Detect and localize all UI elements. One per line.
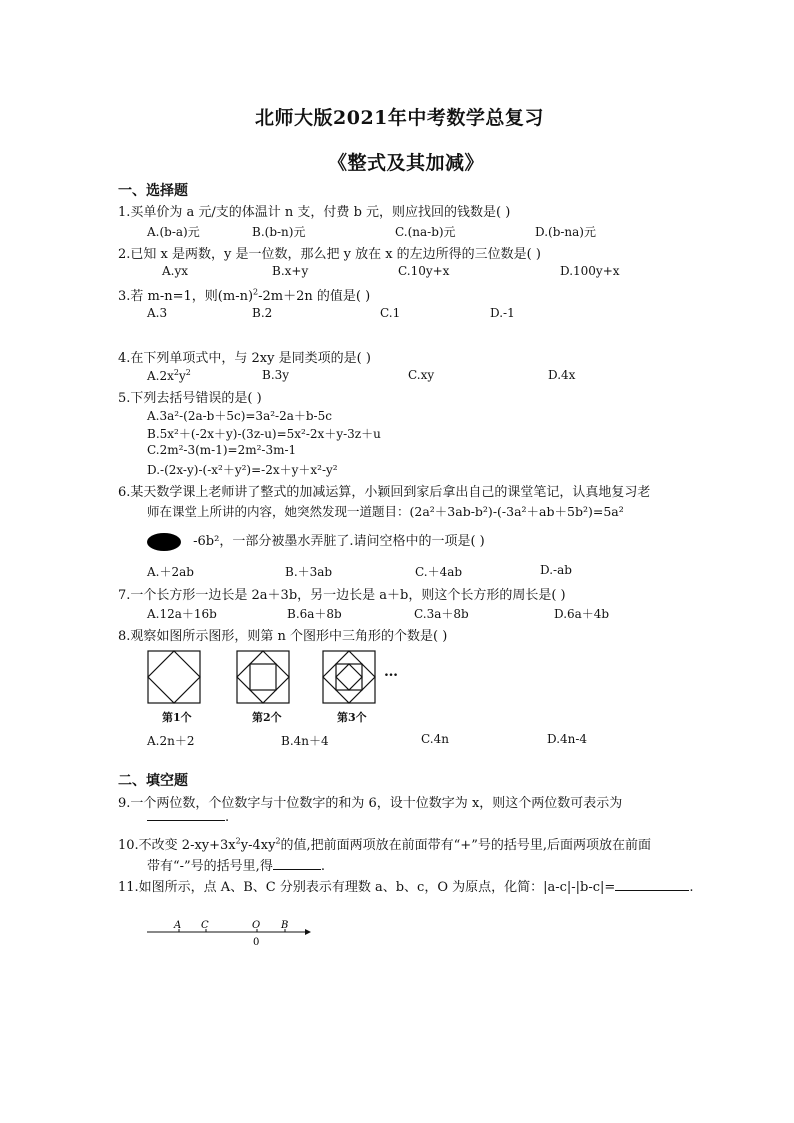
- q3-stem-part-b: -2m＋2n 的值是( ): [258, 289, 371, 304]
- q2-option-d: D.100y+x: [560, 264, 620, 278]
- q7-stem: 7.一个长方形一边长是 2a＋3b，另一边长是 a＋b，则这个长方形的周长是( ): [118, 588, 566, 603]
- point-a-label: A: [174, 920, 182, 931]
- q7-option-a: A.12a＋16b: [147, 607, 217, 621]
- q5-option-b: B.5x²＋(-2x＋y)-(3z-u)=5x²-2x＋y-3z＋u: [147, 427, 381, 441]
- zero-label: 0: [253, 937, 260, 948]
- q3-option-a: A.3: [147, 306, 168, 320]
- q5-option-d: D.-(2x-y)-(-x²＋y²)=-2x＋y＋x²-y²: [147, 463, 338, 477]
- page-title: 北师大版2021年中考数学总复习: [255, 107, 544, 129]
- q9-line1: 9.一个两位数，个位数字与十位数字的和为 6，设十位数字为 x，则这个两位数可表示为: [118, 796, 623, 811]
- q10-part-b: y-4xy: [240, 838, 276, 853]
- q11-text: 11.如图所示，点 A、B、C 分别表示有理数 a、b、c，O 为原点，化简：|a-c|-|b-c|=: [118, 880, 616, 895]
- q2-option-c: C.10y+x: [398, 264, 450, 278]
- q10-part-a: 10.不改变 2-xy+3x: [118, 838, 236, 853]
- q9-answer-line: [147, 808, 225, 821]
- q6-line3-text: -6b²，一部分被墨水弄脏了.请问空格中的一项是( ): [193, 534, 485, 549]
- q10-line1: [118, 834, 651, 853]
- q2-option-a: A.yx: [162, 264, 189, 278]
- q10-line2: 带有“-”号的括号里,得 .: [147, 859, 325, 874]
- q2-option-b: B.x+y: [272, 264, 309, 278]
- q10-exp-1: 2: [235, 836, 241, 846]
- q7-option-d: D.6a＋4b: [554, 607, 610, 621]
- q2-stem: 2.已知 x 是两数，y 是一位数，那么把 y 放在 x 的左边所得的三位数是( ): [118, 247, 541, 262]
- q3-stem-part-a: 3.若 m-n=1，则(m-n): [118, 289, 254, 304]
- figure-3: [323, 651, 375, 703]
- q1-option-a: A.(b-a)元: [147, 225, 200, 239]
- q4-option-c: C.xy: [408, 368, 435, 382]
- q8-ellipsis: …: [384, 664, 398, 680]
- q7-option-c: C.3a＋8b: [414, 607, 469, 621]
- q4-option-a-part1: A.2x: [147, 369, 174, 383]
- q6-line2: 师在课堂上所讲的内容，她突然发现一道题目：(2a²＋3ab-b²)-(-3a²＋ab＋5b²)=5a²: [147, 504, 624, 519]
- q8-option-c: C.4n: [421, 732, 449, 746]
- q5-stem: 5.下列去括号错误的是( ): [118, 391, 262, 406]
- q4-exp-1: 2: [173, 368, 179, 377]
- q1-stem: 1.买单价为 a 元/支的体温计 n 支，付费 b 元，则应找回的钱数是( ): [118, 205, 511, 220]
- q9-blank: .: [147, 808, 229, 825]
- section-choice: 一、选择题: [118, 183, 188, 199]
- q1-option-b: B.(b-n)元: [252, 225, 306, 239]
- section-fill: 二、填空题: [118, 773, 188, 789]
- q11-answer-line: [615, 878, 689, 891]
- q8-stem: 8.观察如图所示图形，则第 n 个图形中三角形的个数是( ): [118, 629, 448, 644]
- point-o-label: O: [252, 920, 261, 931]
- q4-option-d: D.4x: [548, 368, 576, 382]
- q6-option-b: B.＋3ab: [285, 565, 333, 579]
- q6-option-a: A.＋2ab: [147, 565, 194, 579]
- q4-stem: 4.在下列单项式中，与 2xy 是同类项的是( ): [118, 351, 371, 366]
- q6-line3: [147, 530, 485, 551]
- q4-option-a: [147, 368, 191, 383]
- q10-line2-text: 带有“-”号的括号里,得: [147, 859, 273, 874]
- q10-exp-2: 2: [275, 836, 281, 846]
- q4-exp-2: 2: [185, 368, 191, 377]
- point-b-label: B: [281, 920, 289, 931]
- q4-option-a-part2: y: [178, 369, 186, 383]
- q10-answer-line: [273, 857, 321, 870]
- q11-line1: 11.如图所示，点 A、B、C 分别表示有理数 a、b、c，O 为原点，化简：|a-c|-|b-c|= .: [118, 880, 694, 895]
- ink-blot-icon: [147, 533, 181, 551]
- figure-2: [237, 651, 289, 703]
- fig2-caption: 第2个: [252, 711, 282, 724]
- q6-line1: 6.某天数学课上老师讲了整式的加减运算，小颖回到家后拿出自己的课堂笔记，认真地复习老: [118, 485, 651, 500]
- q5-option-c: C.2m²-3(m-1)=2m²-3m-1: [147, 443, 297, 457]
- point-c-label: C: [201, 920, 209, 931]
- q3-option-d: D.-1: [490, 306, 515, 320]
- fig3-caption: 第3个: [337, 711, 367, 724]
- q10-part-c: 的值,把前面两项放在前面带有“+”号的括号里,后面两项放在前面: [280, 838, 651, 853]
- q3-option-b: B.2: [252, 306, 273, 320]
- q8-figure: [145, 648, 405, 706]
- q7-option-b: B.6a＋8b: [287, 607, 342, 621]
- q1-option-d: D.(b-na)元: [535, 225, 596, 239]
- q8-option-b: B.4n＋4: [281, 734, 329, 748]
- q1-option-c: C.(na-b)元: [395, 225, 456, 239]
- q8-option-d: D.4n-4: [547, 732, 588, 746]
- number-line: [145, 918, 315, 950]
- q6-option-d: D.-ab: [540, 563, 572, 577]
- page-subtitle: 《整式及其加减》: [328, 152, 485, 174]
- figure-1: [148, 651, 200, 703]
- arrow-right-icon: [305, 929, 311, 935]
- q4-option-b: B.3y: [262, 368, 290, 382]
- q3-stem: [118, 285, 370, 304]
- q3-option-c: C.1: [380, 306, 401, 320]
- q3-exponent: 2: [253, 287, 259, 297]
- q6-option-c: C.＋4ab: [415, 565, 463, 579]
- fig1-caption: 第1个: [162, 711, 192, 724]
- q5-option-a: A.3a²-(2a-b＋5c)=3a²-2a＋b-5c: [147, 409, 332, 423]
- q8-option-a: A.2n＋2: [147, 734, 195, 748]
